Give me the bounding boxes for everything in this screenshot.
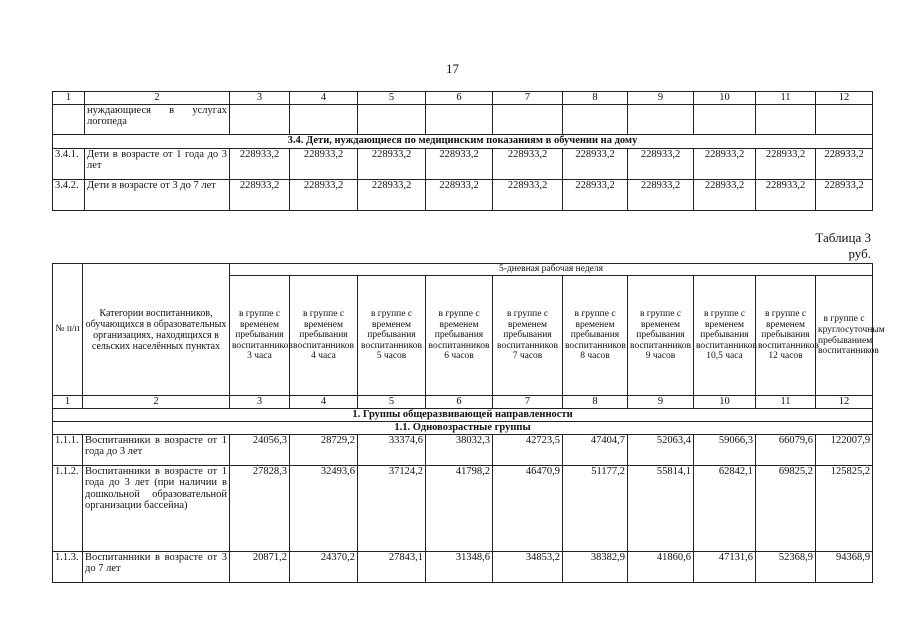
value-cell: 38382,9 (563, 551, 628, 582)
header-group: в группе с временем пребывания воспитанников 10,5 часа (694, 276, 756, 396)
subsection-row (53, 421, 873, 434)
value-cell: 228933,2 (493, 148, 563, 179)
col-number: 2 (85, 92, 230, 105)
col-number: 8 (563, 396, 628, 409)
row-label: нуждающиеся в услугах логопеда (85, 104, 230, 134)
header-num: № п/п (53, 264, 83, 396)
col-number: 5 (358, 396, 426, 409)
value-cell: 228933,2 (230, 148, 290, 179)
table-row (53, 465, 873, 551)
col-number: 8 (563, 92, 628, 105)
header-group: в группе с круглосуточным пребыванием воспитанников (816, 276, 873, 396)
table-row (53, 434, 873, 465)
value-cell: 27843,1 (358, 551, 426, 582)
value-cell: 62842,1 (694, 465, 756, 551)
col-number: 3 (230, 92, 290, 105)
col-number: 11 (756, 92, 816, 105)
value-cell: 41860,6 (628, 551, 694, 582)
value-cell: 33374,6 (358, 434, 426, 465)
value-cell: 228933,2 (563, 179, 628, 210)
value-cell: 47131,6 (694, 551, 756, 582)
value-cell: 24370,2 (290, 551, 358, 582)
value-cell: 228933,2 (816, 148, 873, 179)
header-group: в группе с временем пребывания воспитанников 3 часа (230, 276, 290, 396)
col-number: 6 (426, 92, 493, 105)
value-cell: 20871,2 (230, 551, 290, 582)
value-cell: 66079,6 (756, 434, 816, 465)
col-number: 1 (53, 396, 83, 409)
value-cell: 51177,2 (563, 465, 628, 551)
value-cell: 228933,2 (426, 148, 493, 179)
col-number: 12 (816, 396, 873, 409)
section-row (53, 408, 873, 421)
header-group: в группе с временем пребывания воспитанников 5 часов (358, 276, 426, 396)
value-cell: 46470,9 (493, 465, 563, 551)
row-number: 1.1.1. (53, 434, 83, 465)
header-week: 5-дневная рабочая неделя (230, 264, 873, 276)
value-cell: 41798,2 (426, 465, 493, 551)
table-row (53, 148, 873, 179)
value-cell: 228933,2 (230, 179, 290, 210)
header-group: в группе с временем пребывания воспитанников 8 часов (563, 276, 628, 396)
value-cell: 228933,2 (694, 148, 756, 179)
header-group: в группе с временем пребывания воспитанников 7 часов (493, 276, 563, 396)
col-number: 1 (53, 92, 85, 105)
col-number: 9 (628, 92, 694, 105)
section-title: 1. Группы общеразвивающей направленности (53, 408, 873, 421)
value-cell: 34853,2 (493, 551, 563, 582)
row-label: Дети в возрасте от 1 года до 3 лет (85, 148, 230, 179)
header-category: Категории воспитанников, обучающихся в образовательных организациях, находящихся в сельских населённых пунктах (83, 264, 230, 396)
row-number: 3.4.2. (53, 179, 85, 210)
value-cell: 125825,2 (816, 465, 873, 551)
row-number: 1.1.3. (53, 551, 83, 582)
table-caption-title: Таблица 3 (815, 230, 871, 245)
value-cell: 228933,2 (628, 179, 694, 210)
value-cell: 228933,2 (358, 148, 426, 179)
value-cell: 228933,2 (816, 179, 873, 210)
col-number: 4 (290, 396, 358, 409)
col-number: 2 (83, 396, 230, 409)
header-row (53, 264, 873, 276)
column-number-row (53, 92, 873, 105)
value-cell: 37124,2 (358, 465, 426, 551)
section-row (53, 134, 873, 148)
header-group: в группе с временем пребывания воспитанников 6 часов (426, 276, 493, 396)
value-cell: 47404,7 (563, 434, 628, 465)
row-label: Дети в возрасте от 3 до 7 лет (85, 179, 230, 210)
value-cell: 52368,9 (756, 551, 816, 582)
col-number: 3 (230, 396, 290, 409)
col-number: 12 (816, 92, 873, 105)
value-cell: 228933,2 (756, 148, 816, 179)
value-cell: 228933,2 (290, 179, 358, 210)
value-cell: 228933,2 (563, 148, 628, 179)
col-number: 11 (756, 396, 816, 409)
table-row (53, 551, 873, 582)
header-group: в группе с временем пребывания воспитанников 9 часов (628, 276, 694, 396)
value-cell: 52063,4 (628, 434, 694, 465)
value-cell: 31348,6 (426, 551, 493, 582)
value-cell: 24056,3 (230, 434, 290, 465)
value-cell: 55814,1 (628, 465, 694, 551)
row-number: 3.4.1. (53, 148, 85, 179)
value-cell: 28729,2 (290, 434, 358, 465)
col-number: 7 (493, 396, 563, 409)
value-cell: 228933,2 (358, 179, 426, 210)
col-number: 5 (358, 92, 426, 105)
table-row (53, 179, 873, 210)
table-unit: руб. (848, 246, 871, 261)
col-number: 10 (694, 396, 756, 409)
value-cell: 38032,3 (426, 434, 493, 465)
value-cell: 228933,2 (694, 179, 756, 210)
row-label: Воспитанники в возрасте от 1 года до 3 лет (83, 434, 230, 465)
continuation-row (53, 104, 873, 134)
rates-table-3 (52, 263, 885, 583)
value-cell: 27828,3 (230, 465, 290, 551)
col-number: 7 (493, 92, 563, 105)
value-cell: 42723,5 (493, 434, 563, 465)
subsection-title: 1.1. Одновозрастные группы (53, 421, 873, 434)
value-cell: 228933,2 (493, 179, 563, 210)
value-cell: 122007,9 (816, 434, 873, 465)
value-cell: 228933,2 (290, 148, 358, 179)
table-caption (815, 230, 871, 262)
row-label: Воспитанники в возрасте от 3 до 7 лет (83, 551, 230, 582)
rates-table-continued (52, 91, 873, 211)
col-number: 6 (426, 396, 493, 409)
row-number: 1.1.2. (53, 465, 83, 551)
value-cell: 228933,2 (426, 179, 493, 210)
row-label: Воспитанники в возрасте от 1 года до 3 лет (при наличии в дошкольной образовательной организации бассейна) (83, 465, 230, 551)
col-number: 10 (694, 92, 756, 105)
value-cell: 32493,6 (290, 465, 358, 551)
value-cell: 69825,2 (756, 465, 816, 551)
value-cell: 59066,3 (694, 434, 756, 465)
header-group: в группе с временем пребывания воспитанников 4 часа (290, 276, 358, 396)
page-number: 17 (446, 61, 459, 76)
col-number: 4 (290, 92, 358, 105)
column-number-row (53, 396, 873, 409)
value-cell: 228933,2 (756, 179, 816, 210)
value-cell: 94368,9 (816, 551, 873, 582)
value-cell: 228933,2 (628, 148, 694, 179)
section-title: 3.4. Дети, нуждающиеся по медицинским показаниям в обучении на дому (53, 134, 873, 148)
col-number: 9 (628, 396, 694, 409)
header-group: в группе с временем пребывания воспитанников 12 часов (756, 276, 816, 396)
